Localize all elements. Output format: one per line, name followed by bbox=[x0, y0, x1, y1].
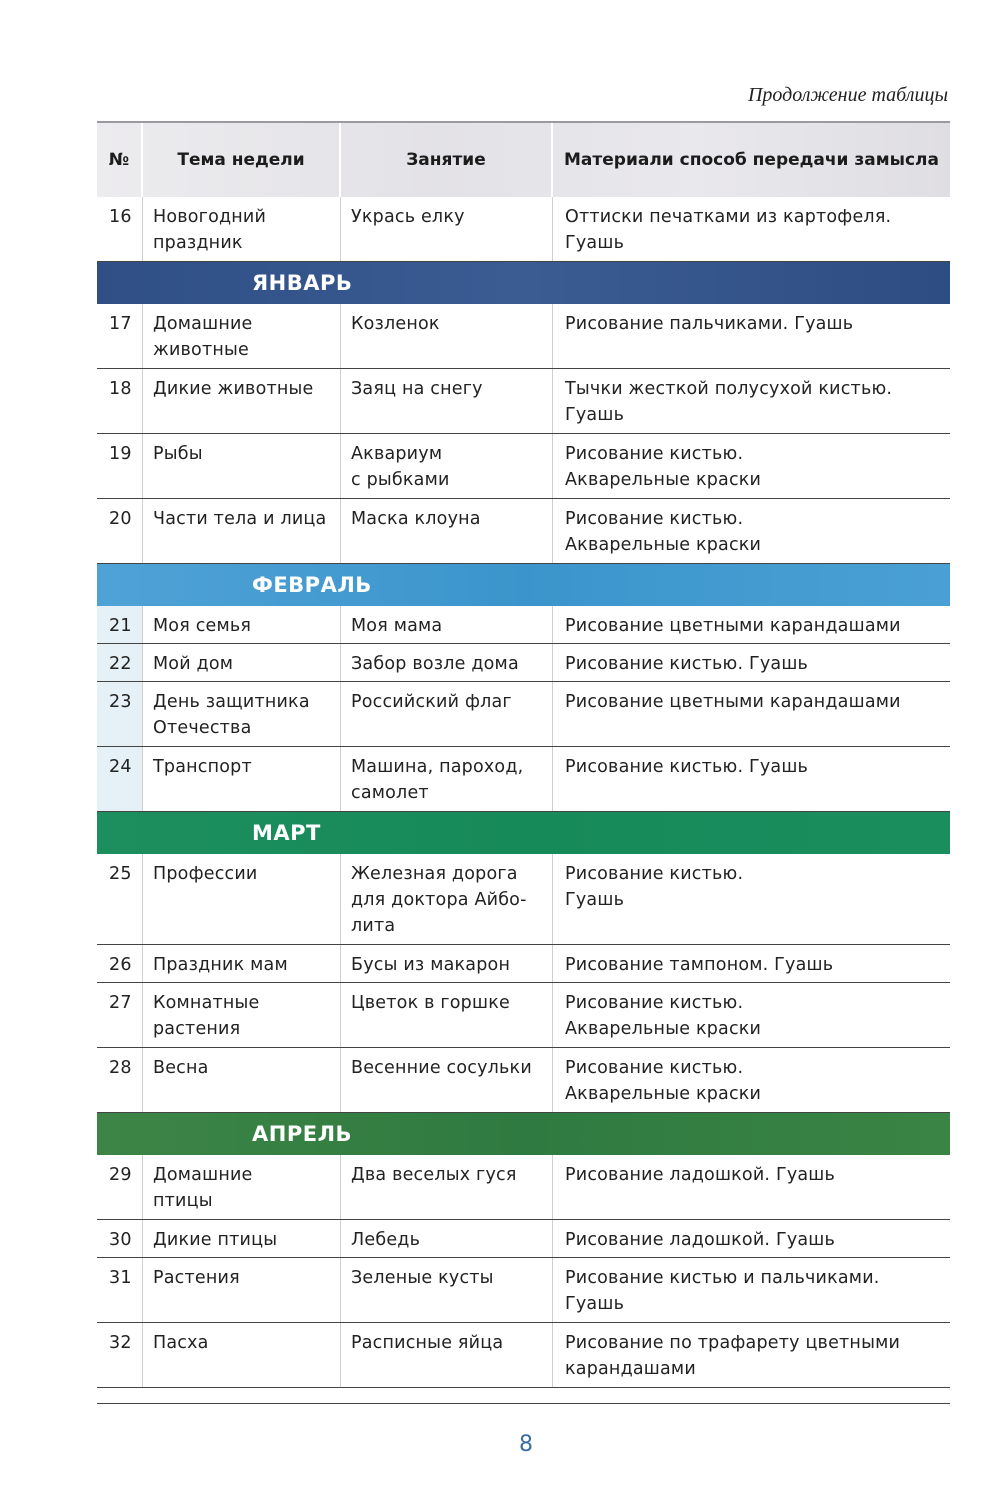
cell-lesson-line: Железная дорога bbox=[351, 864, 518, 884]
table-row bbox=[97, 983, 950, 1048]
cell-lesson bbox=[341, 1323, 553, 1387]
page-number: 8 bbox=[519, 1432, 533, 1457]
cell-number: 26 bbox=[97, 945, 143, 982]
cell-week-theme-line: Весна bbox=[153, 1058, 209, 1078]
cell-week-theme-line: животные bbox=[153, 340, 249, 360]
cell-material-line: Рисование кистью. Гуашь bbox=[565, 757, 809, 777]
cell-material-line: Рисование по трафарету цветными bbox=[565, 1333, 901, 1353]
cell-material bbox=[553, 1155, 950, 1219]
cell-material-line: Рисование кистью. bbox=[565, 1058, 744, 1078]
cell-material-line: Рисование кистью. Гуашь bbox=[565, 654, 809, 674]
cell-number: 32 bbox=[97, 1323, 143, 1387]
cell-week-theme bbox=[143, 1155, 341, 1219]
cell-material-line: Рисование кистью. bbox=[565, 444, 744, 464]
table-row bbox=[97, 1258, 950, 1323]
cell-lesson-line: Цветок в горшке bbox=[351, 993, 510, 1013]
table-body bbox=[97, 197, 950, 1388]
cell-week-theme-line: Домашние bbox=[153, 314, 253, 334]
cell-lesson bbox=[341, 197, 553, 261]
cell-lesson bbox=[341, 304, 553, 368]
cell-number: 31 bbox=[97, 1258, 143, 1322]
cell-week-theme-line: Праздник мам bbox=[153, 955, 288, 975]
table-continuation-caption: Продолжение таблицы bbox=[747, 84, 948, 106]
cell-number: 30 bbox=[97, 1220, 143, 1257]
month-band: ФЕВРАЛЬ bbox=[97, 564, 950, 606]
month-band: МАРТ bbox=[97, 812, 950, 854]
month-band: АПРЕЛЬ bbox=[97, 1113, 950, 1155]
cell-number: 29 bbox=[97, 1155, 143, 1219]
cell-number: 22 bbox=[97, 644, 143, 681]
cell-week-theme-line: Мой дом bbox=[153, 654, 234, 674]
cell-material bbox=[553, 747, 950, 811]
cell-material bbox=[553, 1258, 950, 1322]
cell-lesson-line: Российский флаг bbox=[351, 692, 512, 712]
cell-week-theme-line: Рыбы bbox=[153, 444, 203, 464]
cell-week-theme-line: Профессии bbox=[153, 864, 258, 884]
cell-lesson-line: Два веселых гуся bbox=[351, 1165, 517, 1185]
cell-week-theme bbox=[143, 682, 341, 746]
cell-lesson bbox=[341, 983, 553, 1047]
table-row bbox=[97, 1323, 950, 1388]
cell-week-theme bbox=[143, 1258, 341, 1322]
cell-material bbox=[553, 945, 950, 982]
cell-lesson-line: самолет bbox=[351, 783, 429, 803]
cell-week-theme bbox=[143, 1048, 341, 1112]
cell-material-line: Оттиски печатками из картофеля. bbox=[565, 207, 892, 227]
cell-week-theme-line: Дикие птицы bbox=[153, 1230, 278, 1250]
cell-week-theme-line: Моя семья bbox=[153, 616, 252, 636]
cell-lesson-line: Заяц на снегу bbox=[351, 379, 483, 399]
cell-material-line: Рисование тампоном. Гуашь bbox=[565, 955, 834, 975]
cell-lesson-line: Зеленые кусты bbox=[351, 1268, 494, 1288]
cell-material bbox=[553, 197, 950, 261]
cell-number: 21 bbox=[97, 606, 143, 643]
cell-week-theme-line: Отечества bbox=[153, 718, 252, 738]
cell-material bbox=[553, 499, 950, 563]
cell-number: 23 bbox=[97, 682, 143, 746]
cell-material bbox=[553, 644, 950, 681]
cell-week-theme bbox=[143, 197, 341, 261]
cell-material-line: Акварельные краски bbox=[565, 1019, 762, 1039]
table-row bbox=[97, 945, 950, 983]
cell-material-line: Рисование ладошкой. Гуашь bbox=[565, 1165, 836, 1185]
cell-material bbox=[553, 854, 950, 944]
cell-week-theme-line: Пасха bbox=[153, 1333, 209, 1353]
cell-material bbox=[553, 983, 950, 1047]
cell-week-theme bbox=[143, 369, 341, 433]
cell-lesson-line: Моя мама bbox=[351, 616, 443, 636]
cell-week-theme-line: праздник bbox=[153, 233, 243, 253]
cell-week-theme bbox=[143, 945, 341, 982]
cell-week-theme-line: Комнатные bbox=[153, 993, 260, 1013]
lesson-plan-table bbox=[97, 121, 950, 1388]
cell-material-line: Рисование кистью. bbox=[565, 864, 744, 884]
cell-number: 28 bbox=[97, 1048, 143, 1112]
table-row bbox=[97, 747, 950, 812]
table-row bbox=[97, 197, 950, 262]
cell-lesson bbox=[341, 682, 553, 746]
cell-week-theme bbox=[143, 606, 341, 643]
cell-lesson-line: Козленок bbox=[351, 314, 440, 334]
cell-number: 17 bbox=[97, 304, 143, 368]
cell-week-theme bbox=[143, 1220, 341, 1257]
cell-lesson-line: Лебедь bbox=[351, 1230, 421, 1250]
cell-week-theme bbox=[143, 854, 341, 944]
cell-lesson-line: Бусы из макарон bbox=[351, 955, 511, 975]
cell-week-theme bbox=[143, 747, 341, 811]
cell-material-line: Рисование цветными карандашами bbox=[565, 692, 901, 712]
cell-material bbox=[553, 1220, 950, 1257]
header-material-line2: и способ передачи замысла bbox=[661, 149, 939, 170]
cell-lesson bbox=[341, 1048, 553, 1112]
cell-lesson-line: Забор возле дома bbox=[351, 654, 519, 674]
header-material-line1: Материал bbox=[564, 149, 662, 170]
cell-material bbox=[553, 1323, 950, 1387]
cell-week-theme-line: Растения bbox=[153, 1268, 240, 1288]
cell-week-theme-line: День защитника bbox=[153, 692, 310, 712]
cell-material-line: Рисование ладошкой. Гуашь bbox=[565, 1230, 836, 1250]
cell-lesson-line: для доктора Айбо- bbox=[351, 890, 527, 910]
cell-lesson-line: Весенние сосульки bbox=[351, 1058, 532, 1078]
cell-week-theme-line: Новогодний bbox=[153, 207, 267, 227]
cell-lesson-line: Расписные яйца bbox=[351, 1333, 504, 1353]
cell-week-theme-line: растения bbox=[153, 1019, 241, 1039]
cell-number: 16 bbox=[97, 197, 143, 261]
table-row bbox=[97, 682, 950, 747]
cell-week-theme bbox=[143, 644, 341, 681]
table-header bbox=[97, 121, 950, 197]
table-row bbox=[97, 606, 950, 644]
cell-lesson bbox=[341, 434, 553, 498]
cell-lesson bbox=[341, 1220, 553, 1257]
cell-lesson bbox=[341, 1155, 553, 1219]
cell-week-theme bbox=[143, 499, 341, 563]
table-bottom-rule bbox=[97, 1403, 950, 1404]
cell-material-line: Акварельные краски bbox=[565, 1084, 762, 1104]
cell-week-theme-line: Домашние bbox=[153, 1165, 253, 1185]
cell-lesson bbox=[341, 606, 553, 643]
cell-number: 27 bbox=[97, 983, 143, 1047]
table-row bbox=[97, 854, 950, 945]
cell-number: 20 bbox=[97, 499, 143, 563]
cell-material-line: Гуашь bbox=[565, 233, 625, 253]
cell-material bbox=[553, 434, 950, 498]
cell-number: 18 bbox=[97, 369, 143, 433]
cell-number: 25 bbox=[97, 854, 143, 944]
cell-lesson-line: лита bbox=[351, 916, 396, 936]
cell-week-theme bbox=[143, 983, 341, 1047]
table-row bbox=[97, 304, 950, 369]
cell-week-theme-line: Части тела и лица bbox=[153, 509, 327, 529]
header-material bbox=[553, 123, 950, 197]
table-row bbox=[97, 644, 950, 682]
cell-material-line: Акварельные краски bbox=[565, 535, 762, 555]
cell-lesson bbox=[341, 369, 553, 433]
table-row bbox=[97, 1048, 950, 1113]
cell-material-line: Тычки жесткой полусухой кистью. bbox=[565, 379, 893, 399]
cell-number: 19 bbox=[97, 434, 143, 498]
cell-material-line: карандашами bbox=[565, 1359, 696, 1379]
table-row bbox=[97, 1220, 950, 1258]
table-row bbox=[97, 1155, 950, 1220]
cell-material-line: Акварельные краски bbox=[565, 470, 762, 490]
cell-lesson bbox=[341, 945, 553, 982]
cell-lesson-line: Аквариум bbox=[351, 444, 443, 464]
cell-week-theme bbox=[143, 304, 341, 368]
cell-material-line: Рисование цветными карандашами bbox=[565, 616, 901, 636]
cell-lesson-line: Маска клоуна bbox=[351, 509, 481, 529]
header-week-theme: Тема недели bbox=[143, 123, 341, 197]
header-number: № bbox=[97, 123, 143, 197]
cell-material bbox=[553, 304, 950, 368]
cell-material-line: Рисование кистью и пальчиками. bbox=[565, 1268, 880, 1288]
cell-material-line: Гуашь bbox=[565, 1294, 625, 1314]
cell-lesson bbox=[341, 644, 553, 681]
cell-lesson-line: с рыбками bbox=[351, 470, 450, 490]
cell-week-theme-line: Дикие животные bbox=[153, 379, 314, 399]
cell-week-theme-line: птицы bbox=[153, 1191, 213, 1211]
cell-week-theme bbox=[143, 1323, 341, 1387]
cell-lesson-line: Укрась елку bbox=[351, 207, 465, 227]
cell-lesson bbox=[341, 499, 553, 563]
cell-material-line: Гуашь bbox=[565, 890, 625, 910]
month-band: ЯНВАРЬ bbox=[97, 262, 950, 304]
table-row bbox=[97, 499, 950, 564]
cell-material-line: Рисование кистью. bbox=[565, 993, 744, 1013]
cell-material-line: Рисование пальчиками. Гуашь bbox=[565, 314, 854, 334]
cell-material bbox=[553, 369, 950, 433]
cell-week-theme bbox=[143, 434, 341, 498]
cell-lesson-line: Машина, пароход, bbox=[351, 757, 524, 777]
cell-lesson bbox=[341, 1258, 553, 1322]
cell-material bbox=[553, 1048, 950, 1112]
cell-material bbox=[553, 682, 950, 746]
cell-material bbox=[553, 606, 950, 643]
table-row bbox=[97, 369, 950, 434]
header-lesson: Занятие bbox=[341, 123, 553, 197]
cell-material-line: Гуашь bbox=[565, 405, 625, 425]
cell-material-line: Рисование кистью. bbox=[565, 509, 744, 529]
cell-lesson bbox=[341, 854, 553, 944]
cell-lesson bbox=[341, 747, 553, 811]
cell-week-theme-line: Транспорт bbox=[153, 757, 252, 777]
cell-number: 24 bbox=[97, 747, 143, 811]
table-row bbox=[97, 434, 950, 499]
